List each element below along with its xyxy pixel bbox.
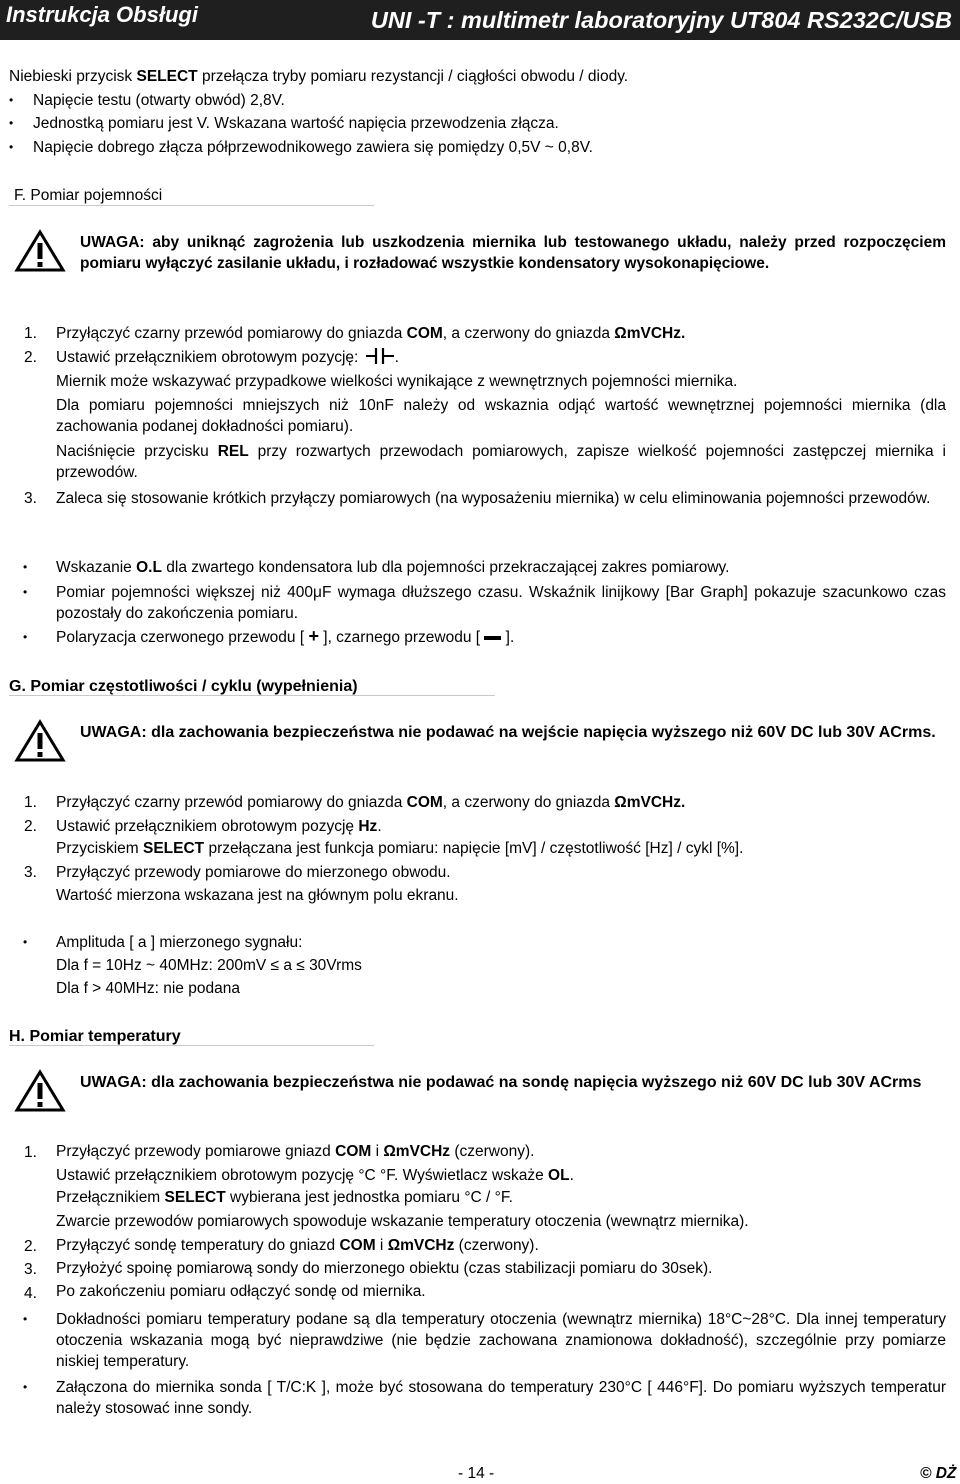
step-number: 2. (24, 818, 37, 835)
bullet-icon: • (9, 116, 14, 130)
step-text: Przyciskiem (56, 840, 143, 857)
page-header (0, 0, 960, 40)
bullet-icon: • (23, 560, 28, 574)
bullet-icon: • (9, 93, 14, 107)
section-h-step-1-line-2 (56, 1165, 946, 1186)
intro-bullet-2: Jednostką pomiaru jest V. Wskazana wartość napięcia przewodzenia złącza. (33, 115, 559, 132)
step-number: 1. (24, 794, 37, 811)
header-right-title: UNI -T : multimetr laboratoryjny UT804 RS232C/USB (370, 7, 952, 33)
com-jack-label: COM (335, 1143, 372, 1160)
bullet-text-mid: ], czarnego przewodu [ (318, 629, 485, 646)
ol-indicator: O.L (136, 559, 162, 576)
section-h-bullet-2: Załączona do miernika sonda [ T/C:K ], może być stosowana do temperatury 230°C [ 446°F]. Do pomiaru wyższych temperatur należy stosować inne sondy. (56, 1379, 946, 1417)
step-text-mid: , a czerwony do gniazda (442, 794, 615, 811)
section-divider (9, 1045, 374, 1046)
step-number: 1. (24, 325, 37, 342)
bullet-text: Wskazanie (56, 559, 137, 576)
section-f-step-2-line-3: Dla pomiaru pojemności mniejszych niż 10nF należy od wskaznia odjąć wartość wewnętrznej pojemności miernika (dla zachowania podanej dokładności pomiaru). (56, 397, 946, 435)
amplitude-line-3: Dla f > 40MHz: nie podana (56, 980, 240, 997)
step-text: Ustawić przełącznikiem obrotowym pozycję: (56, 349, 359, 366)
step-text-end: . (377, 818, 382, 835)
section-g-step-1 (56, 792, 946, 813)
step-text: Naciśnięcie przycisku (56, 443, 218, 460)
bullet-text: Polaryzacja czerwonego przewodu [ (56, 629, 309, 646)
ol-indicator: OL (548, 1167, 570, 1184)
step-number: 3. (24, 1261, 37, 1278)
hz-position-label: Hz (358, 818, 378, 835)
step-text-mid: , a czerwony do gniazda (442, 325, 615, 342)
step-text: Przyłączyć przewody pomiarowe gniazd (56, 1143, 336, 1160)
bullet-icon: • (9, 140, 14, 154)
amplitude-line-2: Dla f = 10Hz ~ 40MHz: 200mV ≤ a ≤ 30Vrms (56, 957, 362, 974)
ohm-jack-label: ΩmVCHz (383, 1143, 451, 1160)
section-f-bullet-2: Pomiar pojemności większej niż 400μF wymaga dłuższego czasu. Wskaźnik linijkowy [Bar Graph] pokazuje szacunkowo czas pozostały do zakończenia pomiaru. (56, 584, 946, 622)
section-h-step-1-line-4: Zwarcie przewodów pomiarowych spowoduje wskazanie temperatury otoczenia (wewnątrz miernika). (56, 1213, 749, 1230)
section-f-step-2 (56, 347, 946, 368)
section-f-step-2-line-2: Miernik może wskazywać przypadkowe wielkości wynikające z wewnętrznych pojemności miernika. (56, 373, 738, 390)
com-jack-label: COM (406, 794, 443, 811)
intro-text-post: przełącza tryby pomiaru rezystancji / ciągłości obwodu / diody. (197, 68, 629, 85)
step-number: 2. (24, 349, 37, 366)
page-footer (0, 1463, 960, 1482)
select-key: SELECT (142, 840, 205, 857)
bullet-text-end: ]. (501, 629, 515, 646)
section-f-title: F. Pomiar pojemności (14, 187, 163, 204)
step-text-mid: i (375, 1237, 388, 1254)
step-text: Przyłączyć czarny przewód pomiarowy do gniazda (56, 325, 407, 342)
step-text: Ustawić przełącznikiem obrotowym pozycję (56, 818, 359, 835)
page-number: - 14 - (458, 1465, 495, 1482)
step-text-end: . (394, 349, 399, 366)
step-text: Przyłączyć czarny przewód pomiarowy do gniazda (56, 794, 407, 811)
step-number: 3. (24, 490, 37, 507)
rel-key: REL (217, 443, 249, 460)
intro-select-line (9, 66, 947, 87)
step-text-mid: i (371, 1143, 384, 1160)
minus-bar-icon (484, 636, 501, 640)
section-divider (9, 695, 495, 696)
step-number: 3. (24, 864, 37, 881)
com-jack-label: COM (406, 325, 443, 342)
capacitor-icon (365, 347, 395, 365)
step-number: 1. (24, 1144, 37, 1161)
section-g-title: G. Pomiar częstotliwości / cyklu (wypełnienia) (9, 678, 358, 695)
section-f-bullet-3 (56, 626, 946, 648)
step-text-post: przełączana jest funkcja pomiaru: napięcie [mV] / częstotliwość [Hz] / cykl [%]. (204, 840, 744, 857)
section-g-step-2-line-2 (56, 838, 946, 859)
plus-sign: + (308, 626, 319, 646)
step-text-end: . (569, 1167, 574, 1184)
section-h-warning: UWAGA: dla zachowania bezpieczeństwa nie podawać na sondę napięcia wyższego niż 60V DC lub 30V ACrms (80, 1074, 922, 1091)
intro-bullet-1: Napięcie testu (otwarty obwód) 2,8V. (33, 92, 285, 109)
intro-text: Niebieski przycisk (9, 68, 137, 85)
step-text-post: przy rozwartych przewodach pomiarowych, zapisze wielkość pojemności zastępczej miernika i przewodów. (56, 443, 947, 481)
section-f-warning: UWAGA: aby uniknąć zagrożenia lub uszkodzenia miernika lub testowanego układu, należy przed rozpoczęciem pomiaru wyłączyć zasilanie układu, i rozładować wszystkie kondensatory wysokonapięciowe. (80, 234, 946, 272)
section-h-bullet-1: Dokładności pomiaru temperatury podane są dla temperatury otoczenia (wewnątrz miernika) 18°C~28°C. Dla innej temperatury otoczenia wskazania mogą być nieprawdziwe (nie będzie zachowana znamionowa dokładność), szczególnie przy pomiarze niskiej temperatury. (56, 1311, 946, 1370)
step-text: Przełącznikiem (56, 1189, 165, 1206)
section-g-step-3: Przyłączyć przewody pomiarowe do mierzonego obwodu. (56, 864, 451, 881)
step-text-post: (czerwony). (454, 1237, 539, 1254)
section-g-warning: UWAGA: dla zachowania bezpieczeństwa nie podawać na wejście napięcia wyższego niż 60V DC lub 30V ACrms. (80, 724, 936, 741)
ohm-jack-label: ΩmVCHz. (614, 325, 686, 342)
amplitude-line-1: Amplituda [ a ] mierzonego sygnału: (56, 934, 303, 951)
author-mark: © DŻ (920, 1465, 957, 1482)
ohm-jack-label: ΩmVCHz (387, 1237, 455, 1254)
select-key: SELECT (164, 1189, 226, 1206)
com-jack-label: COM (339, 1237, 376, 1254)
section-g-step-3-line-2: Wartość mierzona wskazana jest na głównym polu ekranu. (56, 887, 459, 904)
section-g-step-2 (56, 816, 946, 837)
step-text: Przyłączyć sondę temperatury do gniazd (56, 1237, 340, 1254)
section-h-title: H. Pomiar temperatury (9, 1028, 181, 1045)
section-divider (9, 205, 374, 206)
warning-triangle-icon (14, 229, 66, 273)
section-f-step-2-line-4 (56, 441, 946, 483)
step-number: 2. (24, 1238, 37, 1255)
ohm-jack-label: ΩmVCHz. (614, 794, 686, 811)
bullet-icon: • (23, 1380, 28, 1394)
warning-triangle-icon (14, 1069, 66, 1113)
intro-bullet-3: Napięcie dobrego złącza półprzewodnikowego zawiera się pomiędzy 0,5V ~ 0,8V. (33, 139, 593, 156)
section-f-bullet-1 (56, 557, 946, 578)
section-f-step-1 (56, 323, 946, 344)
step-text-post: (czerwony). (450, 1143, 535, 1160)
section-h-step-2 (56, 1235, 946, 1256)
section-h-step-4: Po zakończeniu pomiaru odłączyć sondę od miernika. (56, 1283, 426, 1300)
select-key: SELECT (136, 68, 198, 85)
section-h-step-1 (56, 1141, 946, 1162)
bullet-text-post: dla zwartego kondensatora lub dla pojemności przekraczającej zakres pomiarowy. (161, 559, 730, 576)
header-left-title: Instrukcja Obsługi (6, 2, 198, 27)
section-h-step-1-line-3 (56, 1187, 946, 1208)
step-text: Ustawić przełącznikiem obrotowym pozycję °C °F. Wyświetlacz wskaże (56, 1167, 549, 1184)
bullet-icon: • (23, 630, 28, 644)
step-text-post: wybierana jest jednostka pomiaru °C / °F. (225, 1189, 513, 1206)
bullet-icon: • (23, 935, 28, 949)
step-number: 4. (24, 1285, 37, 1302)
bullet-icon: • (23, 1312, 28, 1326)
bullet-icon: • (23, 585, 28, 599)
section-h-step-3: Przyłożyć spoinę pomiarową sondy do mierzonego obiektu (czas stabilizacji pomiaru do 30sek). (56, 1260, 713, 1277)
warning-triangle-icon (14, 719, 66, 763)
section-f-step-3: Zaleca się stosowanie krótkich przyłączy pomiarowych (na wyposażeniu miernika) w celu eliminowania pojemności przewodów. (56, 490, 931, 507)
